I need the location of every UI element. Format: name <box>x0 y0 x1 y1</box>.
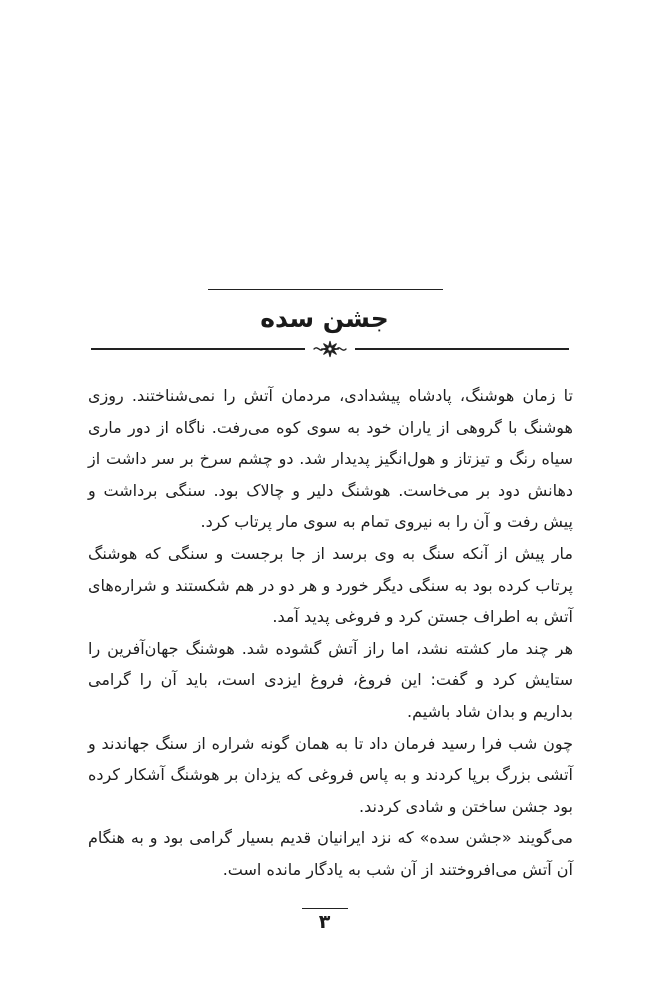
story-body <box>88 380 573 886</box>
paragraph: تا زمان هوشنگ، پادشاه پیشدادی، مردمان آتش را نمی‌شناختند. روزی هوشنگ با گروهی از یاران خود به سوی کوه می‌رفت. ناگاه از دور ماری سیاه رنگ و تیزتاز و هول‌انگیز پدیدار شد. دو چشم سرخ بر سر داشت از دهانش دود بر می‌خاست. هوشنگ دلیر و چالاک بود. سنگی برداشت و پیش رفت و آن را به نیروی تمام به سوی مار پرتاب کرد. <box>88 386 573 532</box>
page-number: ۳ <box>318 911 331 933</box>
paragraph: می‌گویند «جشن سده» که نزد ایرانیان قدیم بسیار گرامی بود و به هنگام آن آتش می‌افروختند از آن شب به یادگار مانده است. <box>88 828 573 879</box>
paragraph: هر چند مار کشته نشد، اما راز آتش گشوده شد. هوشنگ جهان‌آفرین را ستایش کرد و گفت: این فروغ، فروغ ایزدی است، باید آن را گرامی بداریم و بدان شاد باشیم. <box>88 638 573 721</box>
ornament-line-right <box>355 348 569 350</box>
title-ornament-divider <box>91 338 569 360</box>
ornament-line-left <box>91 348 305 350</box>
chapter-title: جشن سده <box>260 304 389 333</box>
paragraph: مار پیش از آنکه سنگ به وی برسد از جا برجست و سنگی که هوشنگ پرتاب کرده بود به سنگی دیگر خورد و هر دو در هم شکستند و شراره‌های آتش به اطراف جستن کرد و فروغی پدید آمد. <box>88 543 573 627</box>
title-top-rule <box>208 289 443 290</box>
paragraph: چون شب فرا رسید فرمان داد تا به همان گونه شراره از سنگ جهاندند و آتشی بزرگ برپا کردند و به پاس فروغی که یزدان بر هوشنگ آشکار کرده بود جشن ساختن و شادی کردند. <box>88 733 573 816</box>
flower-ornament-icon <box>310 338 350 360</box>
page-number-rule <box>302 908 348 909</box>
